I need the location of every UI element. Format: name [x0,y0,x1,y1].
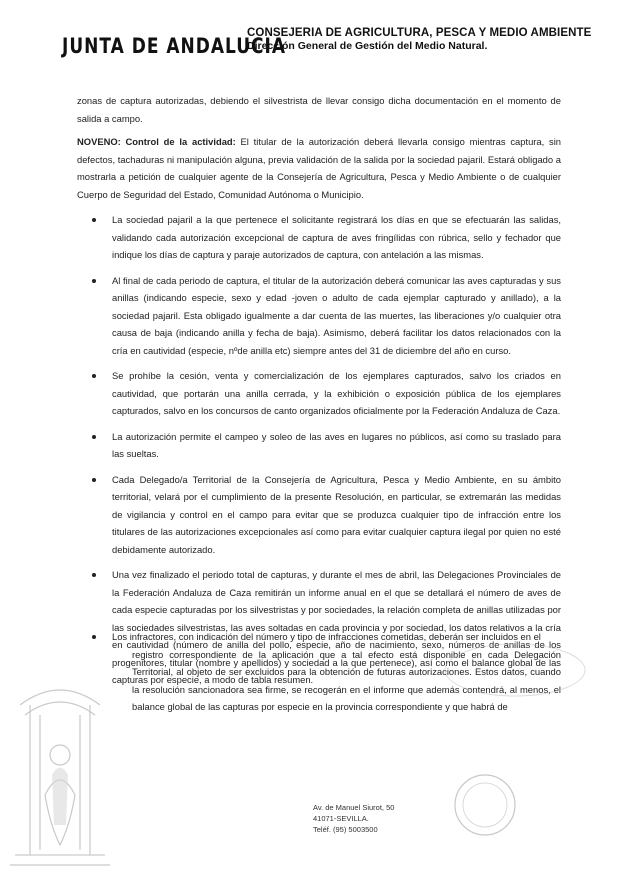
junta-logo-text: JUNTA DE ANDALUCIA [62,34,286,59]
footer-phone: Teléf. (95) 5003500 [313,825,378,834]
footer-street: Av. de Manuel Siurot, 50 [313,803,395,812]
andalucia-emblem-watermark [0,675,120,877]
bullet-icon [92,435,96,439]
bullet-icon [92,279,96,283]
list-item-text: La autorización permite el campeo y soleo de las aves en lugares no públicos, así como su traslado para las sueltas. [112,430,561,459]
list-item [77,471,561,559]
noveno-text: El titular de la autorización deberá llevarla consigo mientras captura, sin defectos, tachaduras ni manipulación alguna, previa validación de la salida por la sociedad pajaril. Estará obligado a mostrarla a petición de cualquier agente de la Consejería de Agricultura, Pesca y Medio Ambiente o de cualquier Cuerpo de Seguridad del Estado, Comunidad Autónoma o Municipio. [77,136,561,200]
bullet-icon [92,635,96,639]
footer-address [313,802,394,835]
list-item-text: Se prohíbe la cesión, venta y comercialización de los ejemplares capturados, salvo los criados en cautividad, que portarán una anilla cerrada, y la exhibición o exposición pública de los ejemplares capturados, salvo en los concursos de canto organizados oficialmente por la Federación Andaluza de Caza. [112,370,561,416]
direction-name: Dirección General de Gestión del Medio Natural. [247,40,488,52]
official-seal-watermark [440,770,530,840]
last-item-first-line: Los infractores, con indicación del número y tipo de infracciones cometidas, deberán ser incluidos en el [112,631,541,642]
bullet-icon [92,478,96,482]
continuation-paragraph: zonas de captura autorizadas, debiendo el silvestrista de llevar consigo dicha documentación en el momento de salida a campo. [77,95,561,124]
bullet-icon [92,374,96,378]
conditions-list [77,211,561,689]
list-item-text: Al final de cada periodo de captura, el titular de la autorización deberá comunicar las aves capturadas y sus anillas (indicando especie, sexo y edad -joven o adulto de cada ejemplar capturado y anillado), a la sociedad pajaril. Esta obligado igualmente a dar cuenta de las muertes, las liberaciones y/o cualquier otra causa de baja (indicando anilla y fecha de baja). Asimismo, deberá facilitar los datos relacionados con la cría en cautividad (especie, nºde anilla etc) siempre antes del 31 de diciembre del año en curso. [112,274,561,356]
document-body [77,92,561,697]
list-item [77,428,561,463]
footer-city: 41071-SEVILLA. [313,814,369,823]
faint-stamp-overlay [440,640,590,700]
noveno-paragraph [77,133,561,203]
last-item-rest: registro correspondiente de la aplicación que a tal efecto está disponible en cada Delegación Territorial, al objeto de ser excluidos para la obtención de futuras autorizaciones. Estos datos, cuando la resolución sancionadora sea firme, se recogerán en el informe que además contendrá, al menos, el balance global de las capturas por especie en la provincia correspondiente y que habrá de [132,648,561,712]
list-item [77,272,561,360]
ministry-name: CONSEJERIA DE AGRICULTURA, PESCA Y MEDIO AMBIENTE [247,27,592,39]
list-item-text: Una vez finalizado el periodo total de capturas, y durante el mes de abril, las Delegaciones Provinciales de la Federación Andaluza de Caza remitirán un informe anual en el que se detallará el número de aves de cada especie capturadas por los silvestristas y por sociedades, la relación completa de anillas utilizadas por las sociedades silvestristas, las aves soltadas en cada provincia y por sociedad, los datos relativos a la cría en cautividad (número de anilla del pollo, especie, año de nacimiento, sexo, números de anillas de los progenitores, titular (nombre y apellidos) y sociedad a la que pertenece), así como el balance global de las capturas por especie, a modo de tabla resumen. [112,569,561,685]
noveno-heading: NOVENO: Control de la actividad: [77,136,236,147]
list-item [77,367,561,420]
list-item-text: La sociedad pajaril a la que pertenece el solicitante registrará los días en que se efectuarán las salidas, validando cada autorización excepcional de captura de aves fringílidas con rúbrica, sello y fechador que indique los días de captura y paraje autorizados de captura, con antelación a las mismas. [112,214,561,260]
list-item [77,211,561,264]
list-item-text: Cada Delegado/a Territorial de la Consejería de Agricultura, Pesca y Medio Ambiente, en su ámbito territorial, velará por el cumplimiento de la presente Resolución, en particular, se extremarán las medidas de vigilancia y control en el campo para evitar que se produzca cualquier tipo de infracción entre los titulares de las autorizaciones excepcionales así como para evitar cualquier captura ilegal por quien no esté debidamente autorizado. [112,473,561,555]
header-institution [247,27,591,52]
bullet-icon [92,573,96,577]
bullet-icon [92,218,96,222]
